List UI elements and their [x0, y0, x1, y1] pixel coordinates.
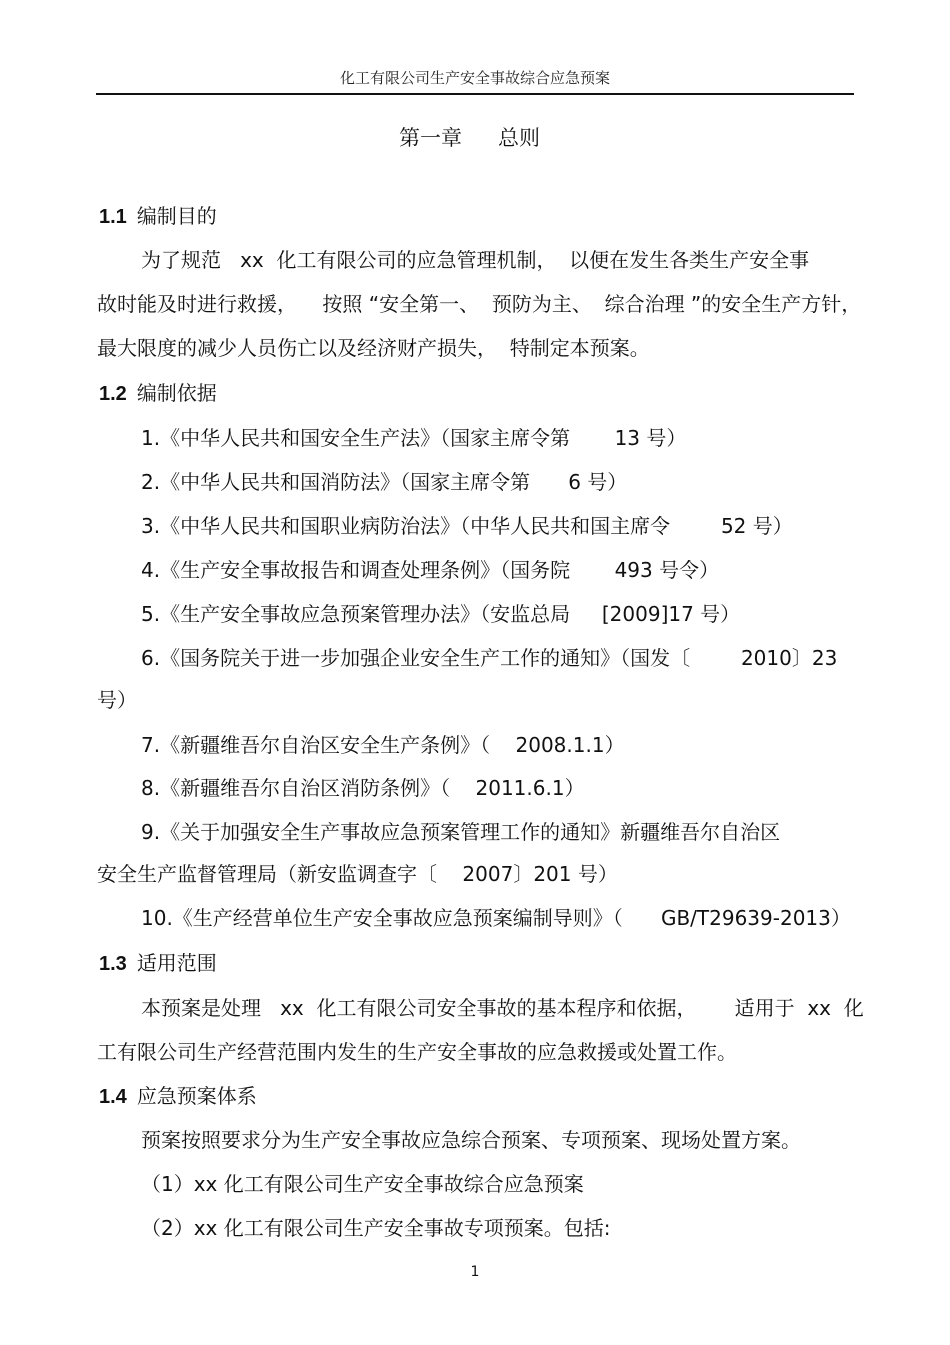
paragraph-line: 最大限度的减少人员伤亡以及经济财产损失， 特制定本预案。 [97, 336, 650, 360]
list-item: （1）xx 化工有限公司生产安全事故综合应急预案 [141, 1172, 584, 1196]
paragraph-line: 工有限公司生产经营范围内发生的生产安全事故的应急救援或处置工作。 [97, 1040, 737, 1064]
section-heading-1-3 [99, 949, 217, 978]
section-title: 编制依据 [136, 381, 217, 405]
reference-item: 2.《中华人民共和国消防法》（国家主席令第 6 号） [141, 470, 628, 494]
section-heading-1-4 [99, 1082, 257, 1111]
header-rule [96, 93, 854, 95]
reference-item: 4.《生产安全事故报告和调查处理条例》（国务院 493 号令） [141, 558, 720, 582]
section-title: 编制目的 [136, 204, 217, 228]
reference-item: 9.《关于加强安全生产事故应急预案管理工作的通知》新疆维吾尔自治区 [141, 820, 781, 844]
section-number: 1.2 [99, 383, 127, 405]
reference-item: 5.《生产安全事故应急预案管理办法》（安监总局 [2009]17 号） [141, 602, 741, 626]
reference-item: 8.《新疆维吾尔自治区消防条例》（ 2011.6.1） [141, 776, 585, 800]
section-heading-1-2 [99, 379, 217, 408]
paragraph-line: 本预案是处理 xx 化工有限公司安全事故的基本程序和依据， 适用于 xx 化 [141, 996, 864, 1020]
list-item: （2）xx 化工有限公司生产安全事故专项预案。包括: [141, 1216, 611, 1240]
paragraph-line: 为了规范 xx 化工有限公司的应急管理机制， 以便在发生各类生产安全事 [141, 248, 810, 272]
section-heading-1-1 [99, 202, 217, 231]
reference-item-continuation: 号） [97, 688, 137, 712]
chapter-title: 总则 [498, 126, 540, 150]
page-number: 1 [470, 1264, 480, 1280]
section-number: 1.4 [99, 1086, 127, 1108]
running-header: 化工有限公司生产安全事故综合应急预案 [339, 69, 610, 87]
chapter-heading [399, 124, 540, 152]
reference-item-continuation: 安全生产监督管理局（新安监调查字〔 2007〕201 号） [97, 862, 618, 886]
section-number: 1.3 [99, 953, 127, 975]
reference-item: 7.《新疆维吾尔自治区安全生产条例》（ 2008.1.1） [141, 733, 625, 757]
reference-item: 1.《中华人民共和国安全生产法》（国家主席令第 13 号） [141, 426, 687, 450]
paragraph-line: 故时能及时进行救援， 按照 “安全第一、 预防为主、 综合治理 ”的安全生产方针， [97, 292, 862, 316]
reference-item: 3.《中华人民共和国职业病防治法》（中华人民共和国主席令 52 号） [141, 514, 793, 538]
reference-item: 6.《国务院关于进一步加强企业安全生产工作的通知》（国发〔 2010〕23 [141, 646, 838, 670]
chapter-number: 第一章 [399, 126, 462, 150]
reference-item: 10.《生产经营单位生产安全事故应急预案编制导则》（ GB/T29639-2013） [141, 906, 851, 930]
section-number: 1.1 [99, 206, 127, 228]
section-title: 适用范围 [136, 951, 217, 975]
section-title: 应急预案体系 [136, 1084, 257, 1108]
paragraph-line: 预案按照要求分为生产安全事故应急综合预案、专项预案、现场处置方案。 [141, 1128, 801, 1152]
